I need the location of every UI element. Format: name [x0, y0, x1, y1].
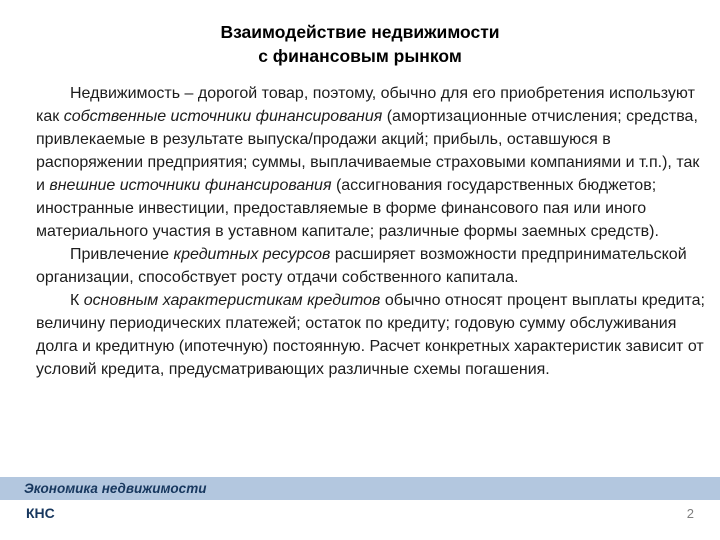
emphasis-run: кредитных ресурсов — [173, 246, 331, 263]
text-run: Недвижимость – дорогой товар, поэтому, обычно для его приобретения используют как — [36, 85, 695, 125]
body-paragraph-1 — [36, 82, 706, 243]
emphasis-run: основным характеристикам кредитов — [83, 292, 381, 309]
text-run: (амортизационные отчисления; средства, привлекаемые в результате выпуска/продажи акций; прибыль, оставшуюся в распоряжении предприятия; суммы, выплачиваемые страховыми компаниями и т.п.), так и — [36, 108, 700, 194]
body-paragraph-2 — [36, 243, 706, 289]
text-run: К — [70, 292, 84, 309]
text-run: обычно относят процент выплаты кредита; величину периодических платежей; остаток по кредиту; годовую сумму обслуживания долга и кредитную (ипотечную) постоянную. Расчет конкретных характеристик зависит от условий кредита, предусматривающих различные схемы погашения. — [36, 292, 705, 378]
slide-title — [0, 0, 720, 68]
emphasis-run: внешние источники финансирования — [49, 177, 332, 194]
footer-author-label: КНС — [26, 505, 55, 521]
page-number: 2 — [686, 506, 694, 521]
slide-title-line-2: с финансовым рынком — [258, 45, 462, 66]
text-run: расширяет возможности предпринимательской организации, способствует росту отдачи собственного капитала. — [36, 246, 687, 286]
footer-bar — [0, 477, 720, 500]
emphasis-run: собственные источники финансирования — [63, 108, 383, 125]
text-run: Привлечение — [70, 246, 174, 263]
footer-course-label: Экономика недвижимости — [24, 481, 207, 496]
slide-body — [36, 82, 706, 381]
slide-title-line-1: Взаимодействие недвижимости — [220, 22, 500, 42]
footer-bottom-strip — [0, 500, 720, 540]
text-run: (ассигнования государственных бюджетов; иностранные инвестиции, предоставляемые в форме финансового пая или иного материального участия в уставном капитале; различные формы заемных средств). — [36, 177, 659, 240]
body-paragraph-3 — [36, 289, 706, 381]
